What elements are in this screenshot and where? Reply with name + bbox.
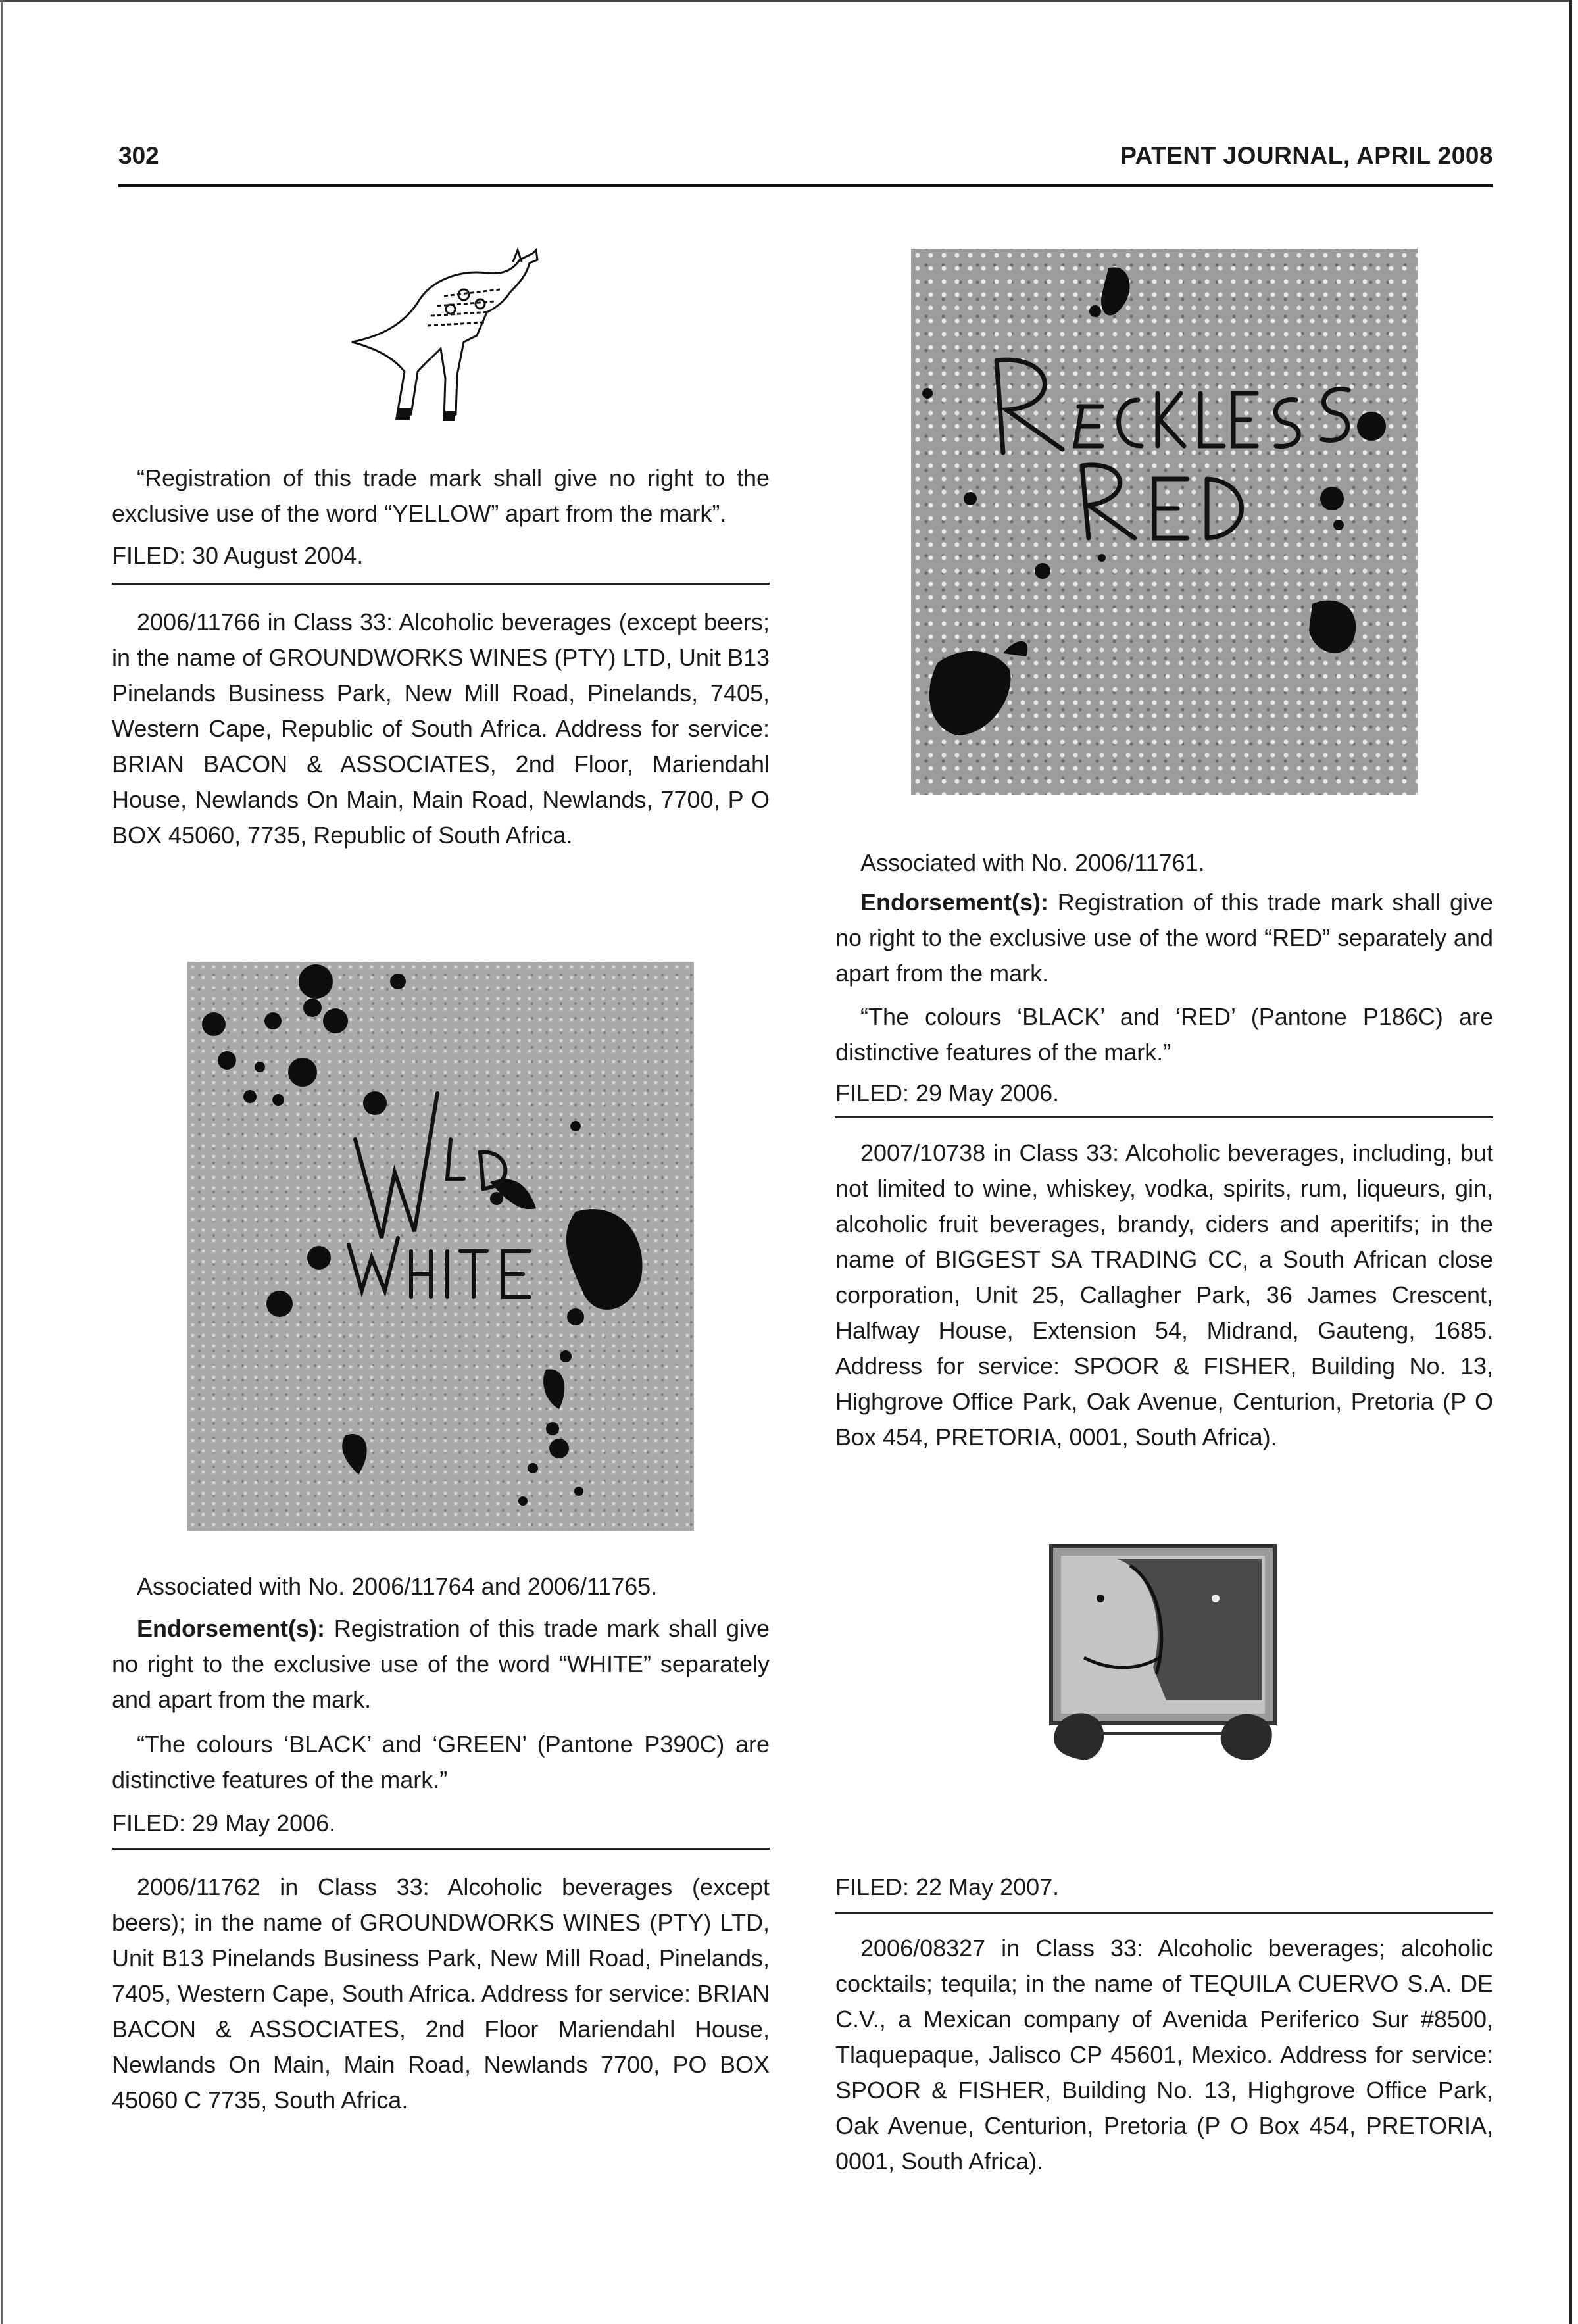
endorsement-label: Endorsement(s): — [860, 889, 1049, 916]
face-logo-graphic — [1045, 1543, 1281, 1773]
page-border-right — [1569, 0, 1572, 2324]
page-header — [118, 138, 1493, 187]
face-trademark-image — [1045, 1543, 1281, 1773]
trademark-entry-10738: 2007/10738 in Class 33: Alcoholic beverages, including, but not limited to wine, whiskey, vodka, spirits, rum, liqueurs, gin, alcoholic fruit beverages, brandy, ciders and aperitifs; in the name of BIGGEST SA TRADING CC, a South African close corporation, Unit 25, Callagher Park, 36 James Crescent, Halfway House, Extension 54, Midrand, Gauteng, 1685. Address for service: SPOOR & FISHER, Building No. 13, Highgrove Office Park, Oak Avenue, Centurion, Pretoria (P O Box 454, PRETORIA, 0001, South Africa). — [835, 1139, 1493, 1450]
wild-white-trademark-image — [187, 962, 694, 1531]
page-border-top — [0, 0, 1572, 2]
journal-title: PATENT JOURNAL, APRIL 2008 — [1120, 142, 1493, 169]
right-column-upper — [835, 845, 1493, 1455]
reckless-red-trademark-image — [911, 249, 1418, 795]
trademark-entry-11762: 2006/11762 in Class 33: Alcoholic beverages (except beers); in the name of GROUNDWORKS WINES (PTY) LTD, Unit B13 Pinelands Business Park, New Mill Road, Pinelands, 7405, Western Cape, South Africa. Address for service: BRIAN BACON & ASSOCIATES, 2nd Floor Mariendahl House, Newlands On Main, Main Road, Newlands 7700, PO BOX 45060 C 7735, South Africa. — [112, 1873, 770, 2114]
filed-date: FILED: 29 May 2006. — [112, 1806, 770, 1850]
colour-claim: “The colours ‘BLACK’ and ‘RED’ (Pantone P186C) are distinctive features of the mark.” — [835, 1003, 1493, 1066]
left-column-lower — [112, 1569, 770, 2118]
right-column-lower — [835, 1869, 1493, 2179]
endorsement-text: Registration of this trade mark shall give no right to the exclusive use of the word “RED” separately and apart from the mark. — [835, 889, 1493, 987]
trademark-entry-08327: 2006/08327 in Class 33: Alcoholic beverages; alcoholic cocktails; tequila; in the name of TEQUILA CUERVO S.A. DE C.V., a Mexican company of Avenida Periferico Sur #8500, Tlaquepaque, Jalisco CP 45601, Mexico. Address for service: SPOOR & FISHER, Building No. 13, Highgrove Office Park, Oak Avenue, Centurion, Pretoria (P O Box 454, PRETORIA, 0001, South Africa). — [835, 1935, 1493, 2175]
yellow-disclaimer: “Registration of this trade mark shall give no right to the exclusive use of the word “YELLOW” apart from the mark”. — [112, 464, 770, 527]
ink-splatter-graphic — [911, 249, 1418, 795]
left-column-upper — [112, 460, 770, 853]
filed-date: FILED: 30 August 2004. — [112, 538, 770, 585]
trademark-entry-11766: 2006/11766 in Class 33: Alcoholic beverages (except beers; in the name of GROUNDWORKS WINES (PTY) LTD, Unit B13 Pinelands Business Park, New Mill Road, Pinelands, 7405, Western Cape, Republic of South Africa. Address for service: BRIAN BACON & ASSOCIATES, 2nd Floor, Mariendahl House, Newlands On Main, Main Road, Newlands, 7700, P O BOX 45060, 7735, Republic of South Africa. — [112, 608, 770, 849]
associated-numbers: Associated with No. 2006/11761. — [860, 849, 1205, 876]
kangaroo-icon — [345, 243, 543, 428]
page-number: 302 — [118, 142, 159, 169]
ink-splatter-graphic — [187, 962, 694, 1531]
endorsement-text: Registration of this trade mark shall give no right to the exclusive use of the word “WHITE” separately and apart from the mark. — [112, 1615, 770, 1713]
endorsement — [835, 885, 1493, 991]
filed-date: FILED: 29 May 2006. — [835, 1075, 1493, 1118]
filed-date: FILED: 22 May 2007. — [835, 1869, 1493, 1914]
kangaroo-trademark-image — [345, 243, 543, 428]
endorsement — [112, 1611, 770, 1718]
endorsement-label: Endorsement(s): — [137, 1615, 326, 1642]
colour-claim: “The colours ‘BLACK’ and ‘GREEN’ (Pantone P390C) are distinctive features of the mark.” — [112, 1731, 770, 1793]
page-border-left — [1, 0, 3, 2324]
associated-numbers: Associated with No. 2006/11764 and 2006/11765. — [137, 1573, 658, 1600]
